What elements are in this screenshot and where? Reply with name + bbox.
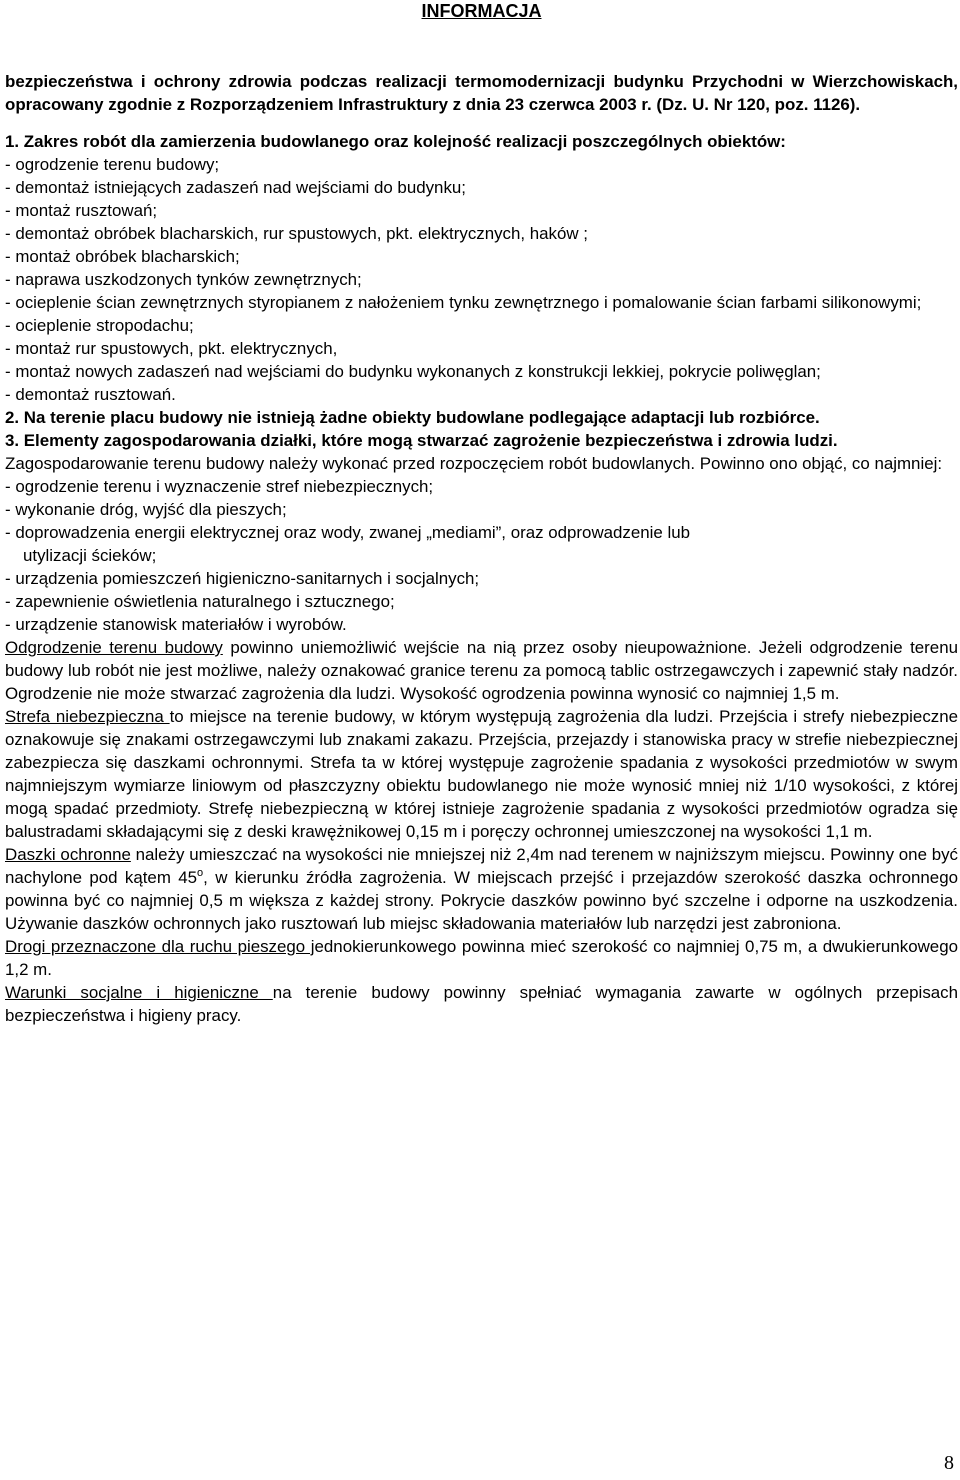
- text-strefa: to miejsce na terenie budowy, w którym występują zagrożenia dla ludzi. Przejścia i strefy niebezpieczne oznakowuje się znakami ostrzegawczymi lub znakami zakazu. Przejścia, przejazdy i stanowiska pracy w strefie niebezpiecznej zabezpiecza się daszkami ochronnymi. Strefa ta w której występuje zagrożenie spadania z wysokości przedmiotów w swym najmniejszym wymiarze liniowym od płaszczyzny obiektu budowlanego nie może wynosić mniej niż 1/10 wysokości, z której mogą spadać przedmioty. Strefę niebezpieczną w której istnieje zagrożenie spadania z wysokości przedmiotów ogradza się balustradami składającymi się z deski krawężnikowej 0,15 m i poręczy ochronnej umieszczonej na wysokości 1,1 m.: [5, 707, 958, 841]
- section-3-heading: 3. Elementy zagospodarowania działki, które mogą stwarzać zagrożenie bezpieczeństwa i zdrowia ludzi.: [5, 431, 838, 450]
- list-item: - ogrodzenie terenu budowy;: [5, 155, 220, 174]
- list-item: - ogrodzenie terenu i wyznaczenie stref niebezpiecznych;: [5, 477, 434, 496]
- paragraph-warunki: [5, 981, 958, 1027]
- list-item: - demontaż istniejących zadaszeń nad wejściami do budynku;: [5, 178, 466, 197]
- paragraph-ogrodzenie: [5, 636, 958, 705]
- list-item: - montaż obróbek blacharskich;: [5, 247, 240, 266]
- document-body: [5, 70, 958, 1027]
- term-drogi: Drogi przeznaczone dla ruchu pieszego j: [5, 937, 315, 956]
- paragraph-daszki: [5, 843, 958, 935]
- paragraph-strefa: [5, 705, 958, 843]
- list-item: - doprowadzenia energii elektrycznej oraz wody, zwanej „mediami”, oraz odprowadzenie lub utylizacji ścieków;: [5, 523, 691, 565]
- term-warunki: Warunki socjalne i higieniczne: [5, 983, 273, 1002]
- text-daszki-1: należy umieszczać na wysokości nie mniejszej niż 2,4m nad terenem w najniższym miejscu. Powinny one być nachylone pod kątem 45: [5, 845, 958, 887]
- list-item: - naprawa uszkodzonych tynków zewnętrznych;: [5, 270, 362, 289]
- section-1-list: [5, 153, 958, 406]
- degree-superscript: o: [197, 867, 204, 879]
- paragraph-drogi: [5, 935, 958, 981]
- section-1-heading: 1. Zakres robót dla zamierzenia budowlanego oraz kolejność realizacji poszczególnych obiektów:: [5, 132, 786, 151]
- section-3-intro: Zagospodarowanie terenu budowy należy wykonać przed rozpoczęciem robót budowlanych. Powinno ono objąć, co najmniej:: [5, 454, 943, 473]
- term-daszki: Daszki ochronne: [5, 845, 131, 864]
- list-item: - urządzenie stanowisk materiałów i wyrobów.: [5, 615, 347, 634]
- term-strefa: Strefa niebezpieczna: [5, 707, 170, 726]
- list-item: - ocieplenie ścian zewnętrznych styropianem z nałożeniem tynku zewnętrznego i pomalowanie ścian farbami silikonowymi;: [5, 293, 922, 312]
- text-daszki-2: , w kierunku źródła zagrożenia. W miejscach przejść i przejazdów szerokość daszka ochronnego powinna być co najmniej 0,5 m większa z każdej strony. Pokrycie daszków powinno być szczelne i odporne na uszkodzenia. Używanie daszków ochronnych jako rusztowań lub miejsc składowania materiałów lub narzędzi jest zabroniona.: [5, 868, 958, 933]
- section-2-heading: 2. Na terenie placu budowy nie istnieją żadne obiekty budowlane podlegające adaptacji lub rozbiórce.: [5, 408, 820, 427]
- list-item: - montaż rusztowań;: [5, 201, 158, 220]
- list-item: - zapewnienie oświetlenia naturalnego i sztucznego;: [5, 592, 395, 611]
- list-item: - wykonanie dróg, wyjść dla pieszych;: [5, 500, 287, 519]
- text-drogi: ednokierunkowego powinna mieć szerokość co najmniej 0,75 m, a dwukierunkowego 1,2 m.: [5, 937, 958, 979]
- list-item: - demontaż obróbek blacharskich, rur spustowych, pkt. elektrycznych, haków ;: [5, 224, 588, 243]
- page-number: 8: [944, 1452, 954, 1474]
- list-item: - montaż nowych zadaszeń nad wejściami do budynku wykonanych z konstrukcji lekkiej, pokrycie poliwęglan;: [5, 362, 821, 381]
- document-title: INFORMACJA: [421, 1, 542, 21]
- list-item: - montaż rur spustowych, pkt. elektrycznych,: [5, 339, 338, 358]
- text-ogrodzenie: powinno uniemożliwić wejście na nią przez osoby nieupoważnione. Jeżeli odgrodzenie terenu budowy lub robót nie jest możliwe, należy oznakować granice terenu za pomocą tablic ostrzegawczych i zapewnić stały nadzór. Ogrodzenie nie może stwarzać zagrożenia dla ludzi. Wysokość ogrodzenia powinna wynosić co najmniej 1,5 m.: [5, 638, 958, 703]
- list-item: - urządzenia pomieszczeń higieniczno-sanitarnych i socjalnych;: [5, 569, 480, 588]
- text-warunki: na terenie budowy powinny spełniać wymagania zawarte w ogólnych przepisach bezpieczeństwa i higieny pracy.: [5, 983, 958, 1025]
- list-item: - demontaż rusztowań.: [5, 385, 176, 404]
- term-ogrodzenie: Odgrodzenie terenu budowy: [5, 638, 223, 657]
- intro-paragraph: bezpieczeństwa i ochrony zdrowia podczas realizacji termomodernizacji budynku Przychodni w Wierzchowiskach, opracowany zgodnie z Rozporządzeniem Infrastruktury z dnia 23 czerwca 2003 r. (Dz. U. Nr 120, poz. 1126).: [5, 72, 958, 114]
- section-3-list: [5, 475, 958, 636]
- list-item: - ocieplenie stropodachu;: [5, 316, 194, 335]
